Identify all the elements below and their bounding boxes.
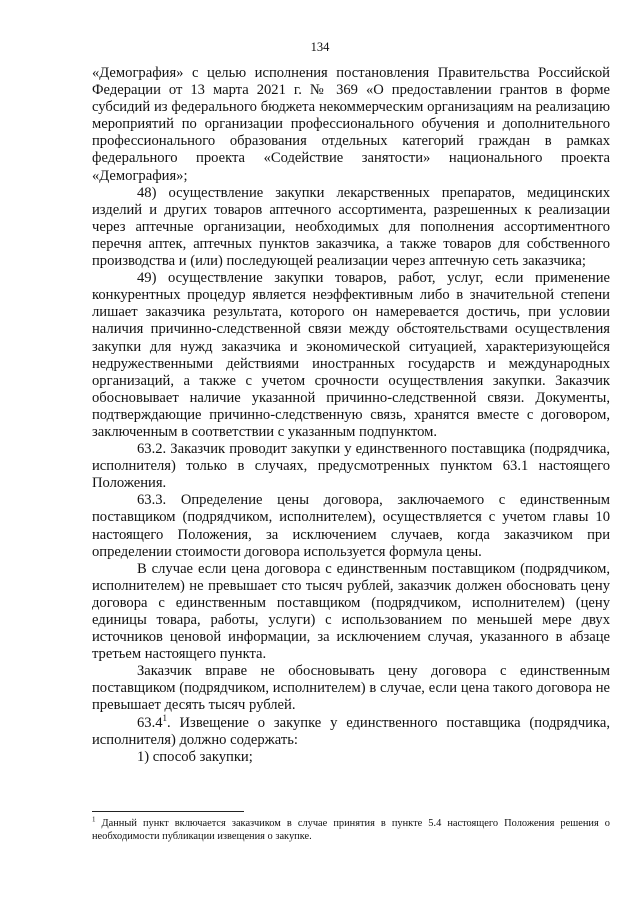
paragraph-item-49: 49) осуществление закупки товаров, работ, услуг, если применение конкурентных процедур является неэффективным либо в значительной степени лишает заказчика результата, которого он намеревается достичь, при условии наличия причинно-следственной связи между обстоятельствами осуществления закупки для нужд заказчика и экономической ситуацией, характеризующейся недружественными действиями иностранных государств и международных организаций, а также с учетом срочности осуществления закупки. Заказчик обосновывает наличие указанной причинно-следственной связи. Документы, подтверждающие причинно-следственную связь, хранятся вместе с договором, заключенным в соответствии с указанным подпунктом. — [92, 270, 610, 440]
paragraph-63-4 — [92, 712, 610, 749]
footnote-marker: 1 — [92, 815, 96, 824]
footnote-reference: 1 — [162, 712, 168, 723]
paragraph-price-exemption: Заказчик вправе не обосновывать цену договора с единственным поставщиком (подрядчиком, исполнителем) в случае, если цена такого договора не превышает десять тысяч рублей. — [92, 663, 610, 714]
footnote-text: Данный пункт включается заказчиком в случае принятия в пункте 5.4 настоящего Положения решения о необходимости публикации извещения о закупке. — [92, 818, 610, 842]
footnote-separator — [92, 811, 244, 812]
page-number: 134 — [310, 40, 330, 54]
paragraph-continuation: «Демография» с целью исполнения постановления Правительства Российской Федерации от 13 марта 2021 г. № 369 «О предоставлении грантов в форме субсидий из федерального бюджета некоммерческим организациям на реализацию мероприятий по организации профессионального обучения и дополнительного профессионального образования отдельных категорий граждан в рамках федерального проекта «Содействие занятости» национального проекта «Демография»; — [92, 65, 610, 184]
paragraph-price-justification: В случае если цена договора с единственным поставщиком (подрядчиком, исполнителем) не превышает сто тысяч рублей, заказчик должен обосновать цену договора с единственным поставщиком (подрядчиком, исполнителем) (цену единицы товара, работы, услуги) с использованием по меньшей мере двух источников ценовой информации, за исключением случая, указанного в абзаце третьем настоящего пункта. — [92, 560, 610, 663]
clause-text: . Извещение о закупке у единственного поставщика (подрядчика, исполнителя) должно содержать: — [92, 714, 610, 748]
paragraph-item-48: 48) осуществление закупки лекарственных препаратов, медицинских изделий и других товаров аптечного ассортимента, разрешенных к реализации через аптечные организации, необходимых для пополнения ассортиментного перечня аптек, аптечных пунктов заказчика, а также товаров для собственного производства и (или) последующей реализации через аптечную сеть заказчика; — [92, 184, 610, 270]
footnote — [92, 817, 610, 843]
page-body — [92, 65, 610, 766]
clause-number: 63.4 — [137, 714, 163, 731]
paragraph-list-item-1: 1) способ закупки; — [137, 748, 253, 765]
paragraph-63-3: 63.3. Определение цены договора, заключаемого с единственным поставщиком (подрядчиком, исполнителем), осуществляется с учетом главы 10 настоящего Положения, за исключением случаев, когда заказчиком при определении стоимости договора используется формула цены. — [92, 492, 610, 560]
paragraph-63-2: 63.2. Заказчик проводит закупки у единственного поставщика (подрядчика, исполнителя) только в случаях, предусмотренных пунктом 63.1 настоящего Положения. — [92, 441, 610, 492]
